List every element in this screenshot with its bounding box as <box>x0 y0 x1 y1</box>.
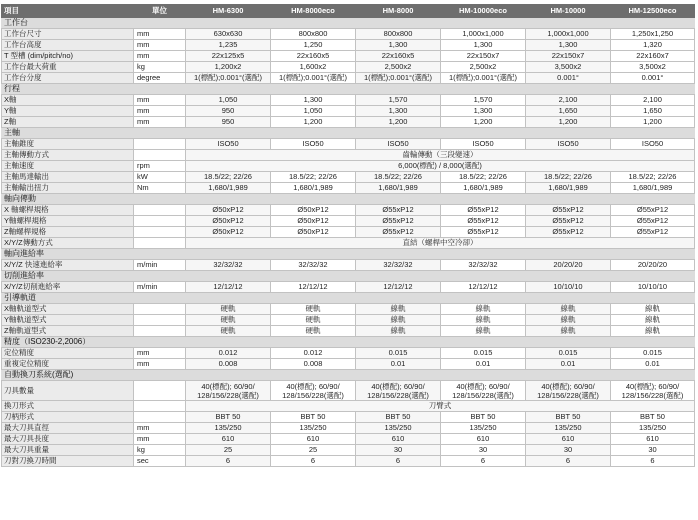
spec-row <box>2 139 695 150</box>
spec-table <box>1 4 695 467</box>
spec-value: Ø55xP12 <box>356 216 441 227</box>
spec-row <box>2 150 695 161</box>
spec-label: 工作台尺寸 <box>2 29 134 40</box>
spec-value: 22x150x7 <box>441 51 526 62</box>
spec-value: 硬軌 <box>271 315 356 326</box>
section-title: 引導軌道 <box>2 293 695 304</box>
spec-value: Ø55xP12 <box>441 216 526 227</box>
spec-value: 線軌 <box>526 304 611 315</box>
spec-unit <box>134 205 186 216</box>
spec-value: 1,680/1,989 <box>611 183 695 194</box>
spec-value: Ø55xP12 <box>611 227 695 238</box>
spec-row <box>2 315 695 326</box>
spec-value: 6 <box>611 456 695 467</box>
header-item: 項目 <box>2 5 134 18</box>
spec-value: 1,300 <box>356 106 441 117</box>
spec-value: Ø55xP12 <box>356 227 441 238</box>
spec-value: 12/12/12 <box>441 282 526 293</box>
spec-row <box>2 238 695 249</box>
spec-value: 1,200 <box>441 117 526 128</box>
spec-label: 換刀形式 <box>2 401 134 412</box>
spec-row <box>2 359 695 370</box>
spec-value: 32/32/32 <box>186 260 271 271</box>
spec-value: 40(標配); 60/90/ 128/156/228(選配) <box>186 381 271 401</box>
spec-row <box>2 73 695 84</box>
spec-label: Z軸 <box>2 117 134 128</box>
spec-row <box>2 51 695 62</box>
spec-value: 1,235 <box>186 40 271 51</box>
spec-value: Ø50xP12 <box>186 205 271 216</box>
spec-value: Ø55xP12 <box>441 227 526 238</box>
spec-value: BBT 50 <box>611 412 695 423</box>
spec-value-all-models: 直結（螺桿中空冷卻） <box>186 238 695 249</box>
spec-label: 工作台分度 <box>2 73 134 84</box>
spec-row <box>2 205 695 216</box>
spec-value: 1,250 <box>271 40 356 51</box>
spec-value: 0.015 <box>611 348 695 359</box>
spec-value: 0.015 <box>356 348 441 359</box>
spec-value: 1,570 <box>441 95 526 106</box>
spec-label: 主軸輸出扭力 <box>2 183 134 194</box>
section-title: 切削進給率 <box>2 271 695 282</box>
spec-label: X軸 <box>2 95 134 106</box>
spec-value: 1,300 <box>526 40 611 51</box>
spec-value: 1(標配);0.001°(選配) <box>271 73 356 84</box>
spec-label: 主軸錐度 <box>2 139 134 150</box>
spec-value: 0.01 <box>611 359 695 370</box>
spec-value: 1,200x2 <box>186 62 271 73</box>
spec-unit: m/min <box>134 260 186 271</box>
spec-value: 硬軌 <box>186 304 271 315</box>
spec-label: 主軸傳動方式 <box>2 150 134 161</box>
spec-value: ISO50 <box>611 139 695 150</box>
spec-value: 硬軌 <box>271 304 356 315</box>
spec-value: ISO50 <box>441 139 526 150</box>
spec-row <box>2 62 695 73</box>
spec-value: 1,200 <box>611 117 695 128</box>
spec-value: 1,250x1,250 <box>611 29 695 40</box>
spec-value: 18.5/22; 22/26 <box>441 172 526 183</box>
spec-value: 1,680/1,989 <box>356 183 441 194</box>
section-header-row <box>2 293 695 304</box>
spec-row <box>2 456 695 467</box>
spec-value: 10/10/10 <box>611 282 695 293</box>
spec-value: 12/12/12 <box>356 282 441 293</box>
header-row <box>2 5 695 18</box>
section-title: 精度（ISO230-2,2006） <box>2 337 695 348</box>
header-hm-6300: HM-6300 <box>186 5 271 18</box>
spec-value: 線軌 <box>441 304 526 315</box>
spec-row <box>2 348 695 359</box>
spec-value: 線軌 <box>526 326 611 337</box>
spec-label: 主軸馬達輸出 <box>2 172 134 183</box>
spec-row <box>2 95 695 106</box>
spec-value: 1,320 <box>611 40 695 51</box>
spec-unit: kg <box>134 445 186 456</box>
spec-value: 1(標配);0.001°(選配) <box>441 73 526 84</box>
spec-unit <box>134 412 186 423</box>
spec-label: X/Y/Z傳動方式 <box>2 238 134 249</box>
spec-value: 1,200 <box>271 117 356 128</box>
spec-value: 2,100 <box>611 95 695 106</box>
spec-value: 2,500x2 <box>356 62 441 73</box>
spec-row <box>2 282 695 293</box>
spec-value: BBT 50 <box>356 412 441 423</box>
spec-value: BBT 50 <box>271 412 356 423</box>
spec-value: 硬軌 <box>271 326 356 337</box>
spec-value: 25 <box>186 445 271 456</box>
spec-value: 0.01 <box>526 359 611 370</box>
spec-value: 950 <box>186 106 271 117</box>
spec-value: BBT 50 <box>526 412 611 423</box>
header-hm-12500eco: HM-12500eco <box>611 5 695 18</box>
spec-value: Ø55xP12 <box>526 227 611 238</box>
spec-value: 0.015 <box>441 348 526 359</box>
spec-unit <box>134 381 186 401</box>
spec-unit: mm <box>134 434 186 445</box>
spec-unit: degree <box>134 73 186 84</box>
spec-value: 135/250 <box>611 423 695 434</box>
section-header-row <box>2 370 695 381</box>
section-header-row <box>2 84 695 95</box>
spec-value: 40(標配); 60/90/ 128/156/228(選配) <box>271 381 356 401</box>
section-title: 行程 <box>2 84 695 95</box>
spec-unit: mm <box>134 359 186 370</box>
spec-value: 135/250 <box>271 423 356 434</box>
spec-value: 0.012 <box>186 348 271 359</box>
spec-value: 0.001° <box>611 73 695 84</box>
spec-value: 30 <box>441 445 526 456</box>
section-header-row <box>2 18 695 29</box>
spec-value: Ø55xP12 <box>356 205 441 216</box>
spec-value: Ø50xP12 <box>186 227 271 238</box>
spec-row <box>2 172 695 183</box>
spec-value: 硬軌 <box>186 326 271 337</box>
header-hm-8000eco: HM-8000eco <box>271 5 356 18</box>
spec-value: 610 <box>356 434 441 445</box>
spec-unit: sec <box>134 456 186 467</box>
spec-row <box>2 40 695 51</box>
header-hm-8000: HM-8000 <box>356 5 441 18</box>
spec-value: 800x800 <box>356 29 441 40</box>
spec-unit: mm <box>134 29 186 40</box>
spec-value: 0.001° <box>526 73 611 84</box>
spec-value: Ø50xP12 <box>271 216 356 227</box>
spec-value: ISO50 <box>356 139 441 150</box>
spec-unit <box>134 401 186 412</box>
spec-label: Y軸螺桿規格 <box>2 216 134 227</box>
spec-value: Ø55xP12 <box>526 205 611 216</box>
spec-unit: kW <box>134 172 186 183</box>
spec-row <box>2 304 695 315</box>
spec-value: 18.5/22; 22/26 <box>526 172 611 183</box>
spec-value: BBT 50 <box>186 412 271 423</box>
spec-row <box>2 326 695 337</box>
spec-label: Y軸 <box>2 106 134 117</box>
spec-value: 1,300 <box>441 106 526 117</box>
spec-row <box>2 412 695 423</box>
spec-row <box>2 29 695 40</box>
spec-value: Ø55xP12 <box>526 216 611 227</box>
spec-value: 1,000x1,000 <box>526 29 611 40</box>
spec-label: 重複定位精度 <box>2 359 134 370</box>
spec-row <box>2 434 695 445</box>
spec-value: 6 <box>271 456 356 467</box>
spec-value: 135/250 <box>441 423 526 434</box>
spec-value: 22x125x5 <box>186 51 271 62</box>
spec-value: 40(標配); 60/90/ 128/156/228(選配) <box>441 381 526 401</box>
spec-value: 10/10/10 <box>526 282 611 293</box>
spec-label: 最大刀具長度 <box>2 434 134 445</box>
spec-value: 1,000x1,000 <box>441 29 526 40</box>
spec-value: 1,050 <box>271 106 356 117</box>
spec-value: 6 <box>441 456 526 467</box>
spec-row <box>2 381 695 401</box>
section-header-row <box>2 271 695 282</box>
spec-value: 950 <box>186 117 271 128</box>
spec-value: 線軌 <box>441 315 526 326</box>
spec-unit: kg <box>134 62 186 73</box>
spec-unit: mm <box>134 348 186 359</box>
spec-value: 40(標配); 60/90/ 128/156/228(選配) <box>356 381 441 401</box>
spec-row <box>2 216 695 227</box>
spec-label: T 型槽 (dim/pitch/no) <box>2 51 134 62</box>
spec-value: 32/32/32 <box>356 260 441 271</box>
spec-value: Ø55xP12 <box>611 216 695 227</box>
spec-value-all-models: 6,000(標配) / 8,000(選配) <box>186 161 695 172</box>
spec-label: 刀對刀換刀時間 <box>2 456 134 467</box>
spec-unit: mm <box>134 106 186 117</box>
spec-unit <box>134 315 186 326</box>
spec-value: 18.5/22; 22/26 <box>611 172 695 183</box>
spec-label: 主軸速度 <box>2 161 134 172</box>
spec-value: 135/250 <box>186 423 271 434</box>
spec-value: 1(標配);0.001°(選配) <box>186 73 271 84</box>
spec-row <box>2 260 695 271</box>
spec-unit <box>134 227 186 238</box>
spec-value: Ø50xP12 <box>271 205 356 216</box>
spec-label: 刀柄形式 <box>2 412 134 423</box>
spec-value: Ø55xP12 <box>441 205 526 216</box>
spec-value: 18.5/22; 22/26 <box>271 172 356 183</box>
spec-value: 0.012 <box>271 348 356 359</box>
spec-value: 1,200 <box>526 117 611 128</box>
section-header-row <box>2 194 695 205</box>
spec-value: 800x800 <box>271 29 356 40</box>
spec-value: 1,680/1,989 <box>441 183 526 194</box>
spec-value: 0.015 <box>526 348 611 359</box>
spec-value: 30 <box>526 445 611 456</box>
spec-row <box>2 401 695 412</box>
spec-value: 3,500x2 <box>611 62 695 73</box>
spec-value: 12/12/12 <box>186 282 271 293</box>
spec-value: 6 <box>526 456 611 467</box>
spec-unit: mm <box>134 51 186 62</box>
spec-value: 22x160x5 <box>271 51 356 62</box>
section-title: 軸向進給率 <box>2 249 695 260</box>
spec-label: 最大刀具重量 <box>2 445 134 456</box>
spec-value: 硬軌 <box>186 315 271 326</box>
spec-body <box>2 18 695 467</box>
spec-value: 32/32/32 <box>271 260 356 271</box>
spec-value-all-models: 刀臂式 <box>186 401 695 412</box>
spec-unit <box>134 326 186 337</box>
spec-unit: rpm <box>134 161 186 172</box>
spec-value: 0.008 <box>186 359 271 370</box>
spec-label: Z軸螺桿規格 <box>2 227 134 238</box>
spec-unit <box>134 238 186 249</box>
spec-row <box>2 117 695 128</box>
spec-unit <box>134 139 186 150</box>
spec-value: 1,680/1,989 <box>186 183 271 194</box>
spec-label: X軸軌道型式 <box>2 304 134 315</box>
spec-value: 630x630 <box>186 29 271 40</box>
spec-value: Ø55xP12 <box>611 205 695 216</box>
spec-label: X 軸螺桿規格 <box>2 205 134 216</box>
spec-value: 3,500x2 <box>526 62 611 73</box>
spec-unit: m/min <box>134 282 186 293</box>
spec-value: 22x150x7 <box>526 51 611 62</box>
spec-value: 30 <box>611 445 695 456</box>
spec-value: 線軌 <box>611 326 695 337</box>
spec-value: 20/20/20 <box>611 260 695 271</box>
spec-value: 610 <box>271 434 356 445</box>
spec-value: 線軌 <box>356 315 441 326</box>
section-title: 軸向傳動 <box>2 194 695 205</box>
spec-value: 18.5/22; 22/26 <box>356 172 441 183</box>
spec-value-all-models: 齒輪傳動（三段變速） <box>186 150 695 161</box>
spec-value: ISO50 <box>271 139 356 150</box>
spec-unit: mm <box>134 117 186 128</box>
spec-unit: Nm <box>134 183 186 194</box>
spec-value: 2,100 <box>526 95 611 106</box>
spec-label: X/Y/Z 快速進給率 <box>2 260 134 271</box>
spec-value: 1,300 <box>271 95 356 106</box>
spec-row <box>2 227 695 238</box>
header-hm-10000eco: HM-10000eco <box>441 5 526 18</box>
spec-label: Z軸軌道型式 <box>2 326 134 337</box>
spec-value: 1,650 <box>526 106 611 117</box>
spec-value: 20/20/20 <box>526 260 611 271</box>
spec-unit: mm <box>134 95 186 106</box>
spec-value: 40(標配); 60/90/ 128/156/228(選配) <box>526 381 611 401</box>
spec-value: 135/250 <box>526 423 611 434</box>
spec-value: 22x160x7 <box>611 51 695 62</box>
section-header-row <box>2 249 695 260</box>
spec-value: 1,570 <box>356 95 441 106</box>
spec-value: 線軌 <box>611 304 695 315</box>
spec-value: 0.008 <box>271 359 356 370</box>
spec-label: 刀具數量 <box>2 381 134 401</box>
spec-unit <box>134 216 186 227</box>
spec-value: Ø50xP12 <box>271 227 356 238</box>
header-unit: 單位 <box>134 5 186 18</box>
spec-value: 25 <box>271 445 356 456</box>
spec-value: 1,300 <box>356 40 441 51</box>
spec-value: Ø50xP12 <box>186 216 271 227</box>
spec-value: 22x160x5 <box>356 51 441 62</box>
spec-value: 1,200 <box>356 117 441 128</box>
section-title: 主軸 <box>2 128 695 139</box>
spec-value: BBT 50 <box>441 412 526 423</box>
spec-value: 40(標配); 60/90/ 128/156/228(選配) <box>611 381 695 401</box>
spec-unit <box>134 304 186 315</box>
spec-value: 1,600x2 <box>271 62 356 73</box>
spec-value: 12/12/12 <box>271 282 356 293</box>
section-header-row <box>2 128 695 139</box>
spec-value: 6 <box>356 456 441 467</box>
spec-row <box>2 161 695 172</box>
spec-value: 2,500x2 <box>441 62 526 73</box>
spec-value: 1,300 <box>441 40 526 51</box>
spec-value: 610 <box>611 434 695 445</box>
spec-row <box>2 183 695 194</box>
spec-row <box>2 423 695 434</box>
spec-label: X/Y/Z切削進給率 <box>2 282 134 293</box>
spec-value: 30 <box>356 445 441 456</box>
spec-row <box>2 445 695 456</box>
spec-unit <box>134 150 186 161</box>
spec-value: 6 <box>186 456 271 467</box>
spec-value: 線軌 <box>441 326 526 337</box>
spec-value: 1,680/1,989 <box>526 183 611 194</box>
spec-value: 1,650 <box>611 106 695 117</box>
spec-unit: mm <box>134 40 186 51</box>
spec-label: 定位精度 <box>2 348 134 359</box>
spec-value: 1,680/1,989 <box>271 183 356 194</box>
spec-value: 610 <box>186 434 271 445</box>
spec-value: 18.5/22; 22/26 <box>186 172 271 183</box>
spec-value: 線軌 <box>611 315 695 326</box>
spec-value: ISO50 <box>526 139 611 150</box>
spec-label: Y軸軌道型式 <box>2 315 134 326</box>
spec-label: 工作台最大荷重 <box>2 62 134 73</box>
spec-value: 線軌 <box>356 326 441 337</box>
spec-value: 610 <box>526 434 611 445</box>
section-header-row <box>2 337 695 348</box>
section-title: 工作台 <box>2 18 695 29</box>
spec-value: 1,050 <box>186 95 271 106</box>
spec-value: 1(標配);0.001°(選配) <box>356 73 441 84</box>
spec-label: 工作台高度 <box>2 40 134 51</box>
spec-value: 線軌 <box>356 304 441 315</box>
spec-value: 135/250 <box>356 423 441 434</box>
spec-row <box>2 106 695 117</box>
spec-value: 0.01 <box>356 359 441 370</box>
spec-label: 最大刀具直徑 <box>2 423 134 434</box>
spec-unit: mm <box>134 423 186 434</box>
spec-value: 線軌 <box>526 315 611 326</box>
spec-value: ISO50 <box>186 139 271 150</box>
spec-value: 0.01 <box>441 359 526 370</box>
section-title: 自動換刀系統(選配) <box>2 370 695 381</box>
header-hm-10000: HM-10000 <box>526 5 611 18</box>
spec-value: 32/32/32 <box>441 260 526 271</box>
spec-value: 610 <box>441 434 526 445</box>
